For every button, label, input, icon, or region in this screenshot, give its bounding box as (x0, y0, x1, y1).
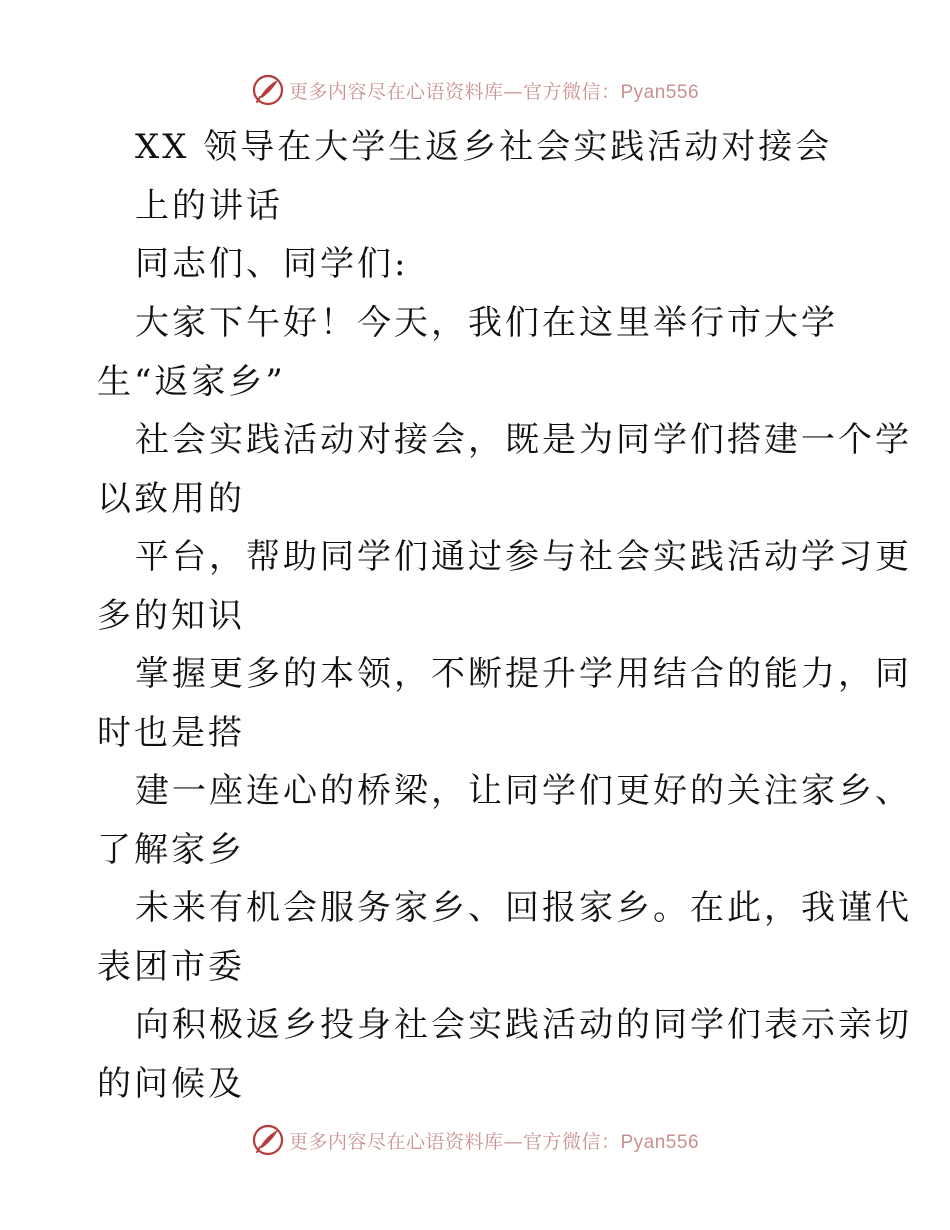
paragraph-line: 平台，帮助同学们通过参与社会实践活动学习更 (135, 537, 912, 577)
paragraph-line: 掌握更多的本领，不断提升学用结合的能力，同 (135, 654, 912, 694)
watermark-text: 更多内容尽在心语资料库—官方微信：Pyan556 (288, 1130, 700, 1153)
paragraph-line: 建一座连心的桥梁，让同学们更好的关注家乡、 (135, 771, 912, 811)
paragraph-line: 多的知识 (97, 596, 245, 636)
quill-logo-icon (251, 73, 285, 107)
paragraph-line: 向积极返乡投身社会实践活动的同学们表示亲切 (135, 1005, 912, 1045)
quill-logo-icon (251, 1123, 285, 1157)
paragraph-line: 生“返家乡” (97, 362, 286, 402)
header-watermark (0, 70, 950, 110)
title-line-1: XX 领导在大学生返乡社会实践活动对接会 (135, 127, 833, 167)
paragraph-line: 的问候及 (97, 1064, 245, 1104)
wechat-id: Pyan556 (620, 1131, 700, 1153)
paragraph-line: 表团市委 (97, 947, 245, 987)
paragraph-line: 以致用的 (97, 479, 245, 519)
wechat-id: Pyan556 (620, 81, 700, 103)
watermark-text: 更多内容尽在心语资料库—官方微信：Pyan556 (288, 80, 700, 103)
paragraph-line: 未来有机会服务家乡、回报家乡。在此，我谨代 (135, 888, 912, 928)
salutation: 同志们、同学们: (135, 244, 409, 284)
paragraph-line: 时也是搭 (97, 713, 245, 753)
paragraph-line: 大家下午好！今天，我们在这里举行市大学 (135, 303, 838, 343)
title-line-2: 上的讲话 (135, 186, 283, 226)
paragraph-line: 社会实践活动对接会，既是为同学们搭建一个学 (135, 420, 912, 460)
paragraph-line: 了解家乡 (97, 830, 245, 870)
footer-watermark (0, 1120, 950, 1160)
